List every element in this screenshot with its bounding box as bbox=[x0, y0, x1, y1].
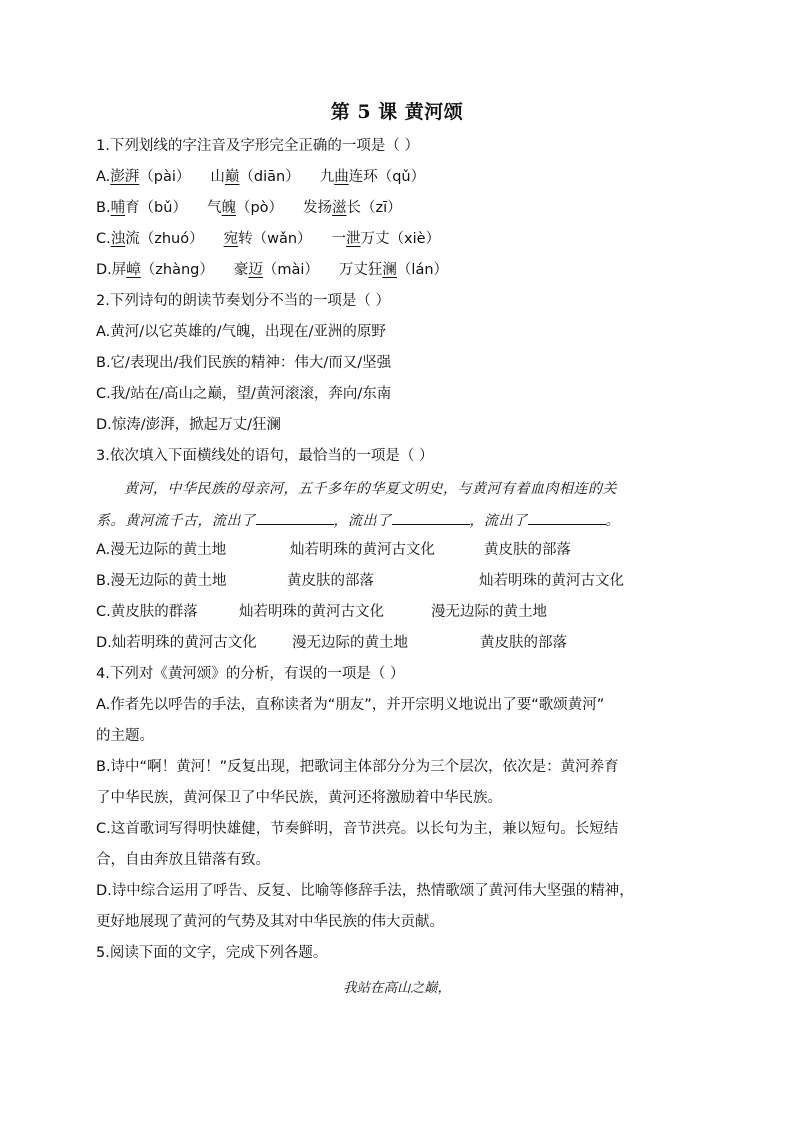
q4-option-d-line1: D.诗中综合运用了呼告、反复、比喻等修辞手法，热情歌颂了黄河伟大坚强的精神， bbox=[96, 883, 634, 899]
q2-option-d: D.惊涛/澎湃，掀起万丈/狂澜 bbox=[96, 417, 282, 433]
q1-option-a: A.澎湃（pài） 山巅（diān） 九曲连环（qǔ） bbox=[96, 169, 426, 185]
q3-option-d: D.灿若明珠的黄河古文化 漫无边际的黄土地 黄皮肤的部落 bbox=[96, 635, 567, 651]
q2-option-b: B.它/表现出/我们民族的精神：伟大/而又/坚强 bbox=[96, 355, 392, 371]
q2-stem: 2.下列诗句的朗读节奏划分不当的一项是（ ） bbox=[96, 293, 390, 309]
q2-option-a: A.黄河/以它英雄的/气魄，出现在/亚洲的原野 bbox=[96, 324, 386, 340]
q4-option-c-line2: 合，自由奔放且错落有致。 bbox=[96, 852, 270, 868]
q3-passage-line2: 系。黄河流千古，流出了 ，流出了 ，流出了 。 bbox=[96, 510, 696, 531]
q4-option-a-line1: A.作者先以呼告的手法，直称读者为“朋友”，并开宗明义地说出了要“歌颂黄河” bbox=[96, 697, 605, 713]
q3-stem: 3.依次填入下面横线处的语句，最恰当的一项是（ ） bbox=[96, 448, 434, 464]
q4-stem: 4.下列对《黄河颂》的分析，有误的一项是（ ） bbox=[96, 666, 405, 682]
q1-option-b: B.哺育（bǔ） 气魄（pò） 发扬滋长（zī） bbox=[96, 200, 402, 216]
q1-option-d: D.屏嶂（zhàng） 豪迈（mài） 万丈狂澜（lán） bbox=[96, 262, 449, 278]
q1-option-c: C.浊流（zhuó） 宛转（wǎn） 一泄万丈（xiè） bbox=[96, 231, 441, 247]
blank-3 bbox=[528, 510, 606, 525]
q3-option-a: A.漫无边际的黄土地 灿若明珠的黄河古文化 黄皮肤的部落 bbox=[96, 542, 571, 558]
q1-stem: 1.下列划线的字注音及字形完全正确的一项是（ ） bbox=[96, 138, 419, 154]
q5-stem: 5.阅读下面的文字，完成下列各题。 bbox=[96, 945, 328, 961]
q4-option-a-line2: 的主题。 bbox=[96, 728, 154, 744]
q3-passage-line1: 黄河，中华民族的母亲河，五千多年的华夏文明史，与黄河有着血肉相连的关 bbox=[124, 481, 617, 497]
q4-option-b-line2: 了中华民族，黄河保卫了中华民族，黄河还将激励着中华民族。 bbox=[96, 790, 502, 806]
page-title: 第 5 课 黄河颂 bbox=[330, 101, 464, 123]
q4-option-d-line2: 更好地展现了黄河的气势及其对中华民族的伟大贡献。 bbox=[96, 914, 444, 930]
blank-1 bbox=[256, 510, 334, 525]
q4-option-c-line1: C.这首歌词写得明快雄健，节奏鲜明，音节洪亮。以长句为主，兼以短句。长短结 bbox=[96, 821, 619, 837]
q5-poem-line1: 我站在高山之巅， bbox=[343, 980, 451, 996]
q2-option-c: C.我/站在/高山之巅，望/黄河滚滚，奔向/东南 bbox=[96, 386, 392, 402]
q3-option-b: B.漫无边际的黄土地 黄皮肤的部落 灿若明珠的黄河古文化 bbox=[96, 573, 624, 589]
q3-option-c: C.黄皮肤的群落 灿若明珠的黄河古文化 漫无边际的黄土地 bbox=[96, 604, 547, 620]
blank-2 bbox=[392, 510, 470, 525]
q4-option-b-line1: B.诗中“啊！黄河！”反复出现，把歌词主体部分分为三个层次，依次是：黄河养育 bbox=[96, 759, 619, 775]
